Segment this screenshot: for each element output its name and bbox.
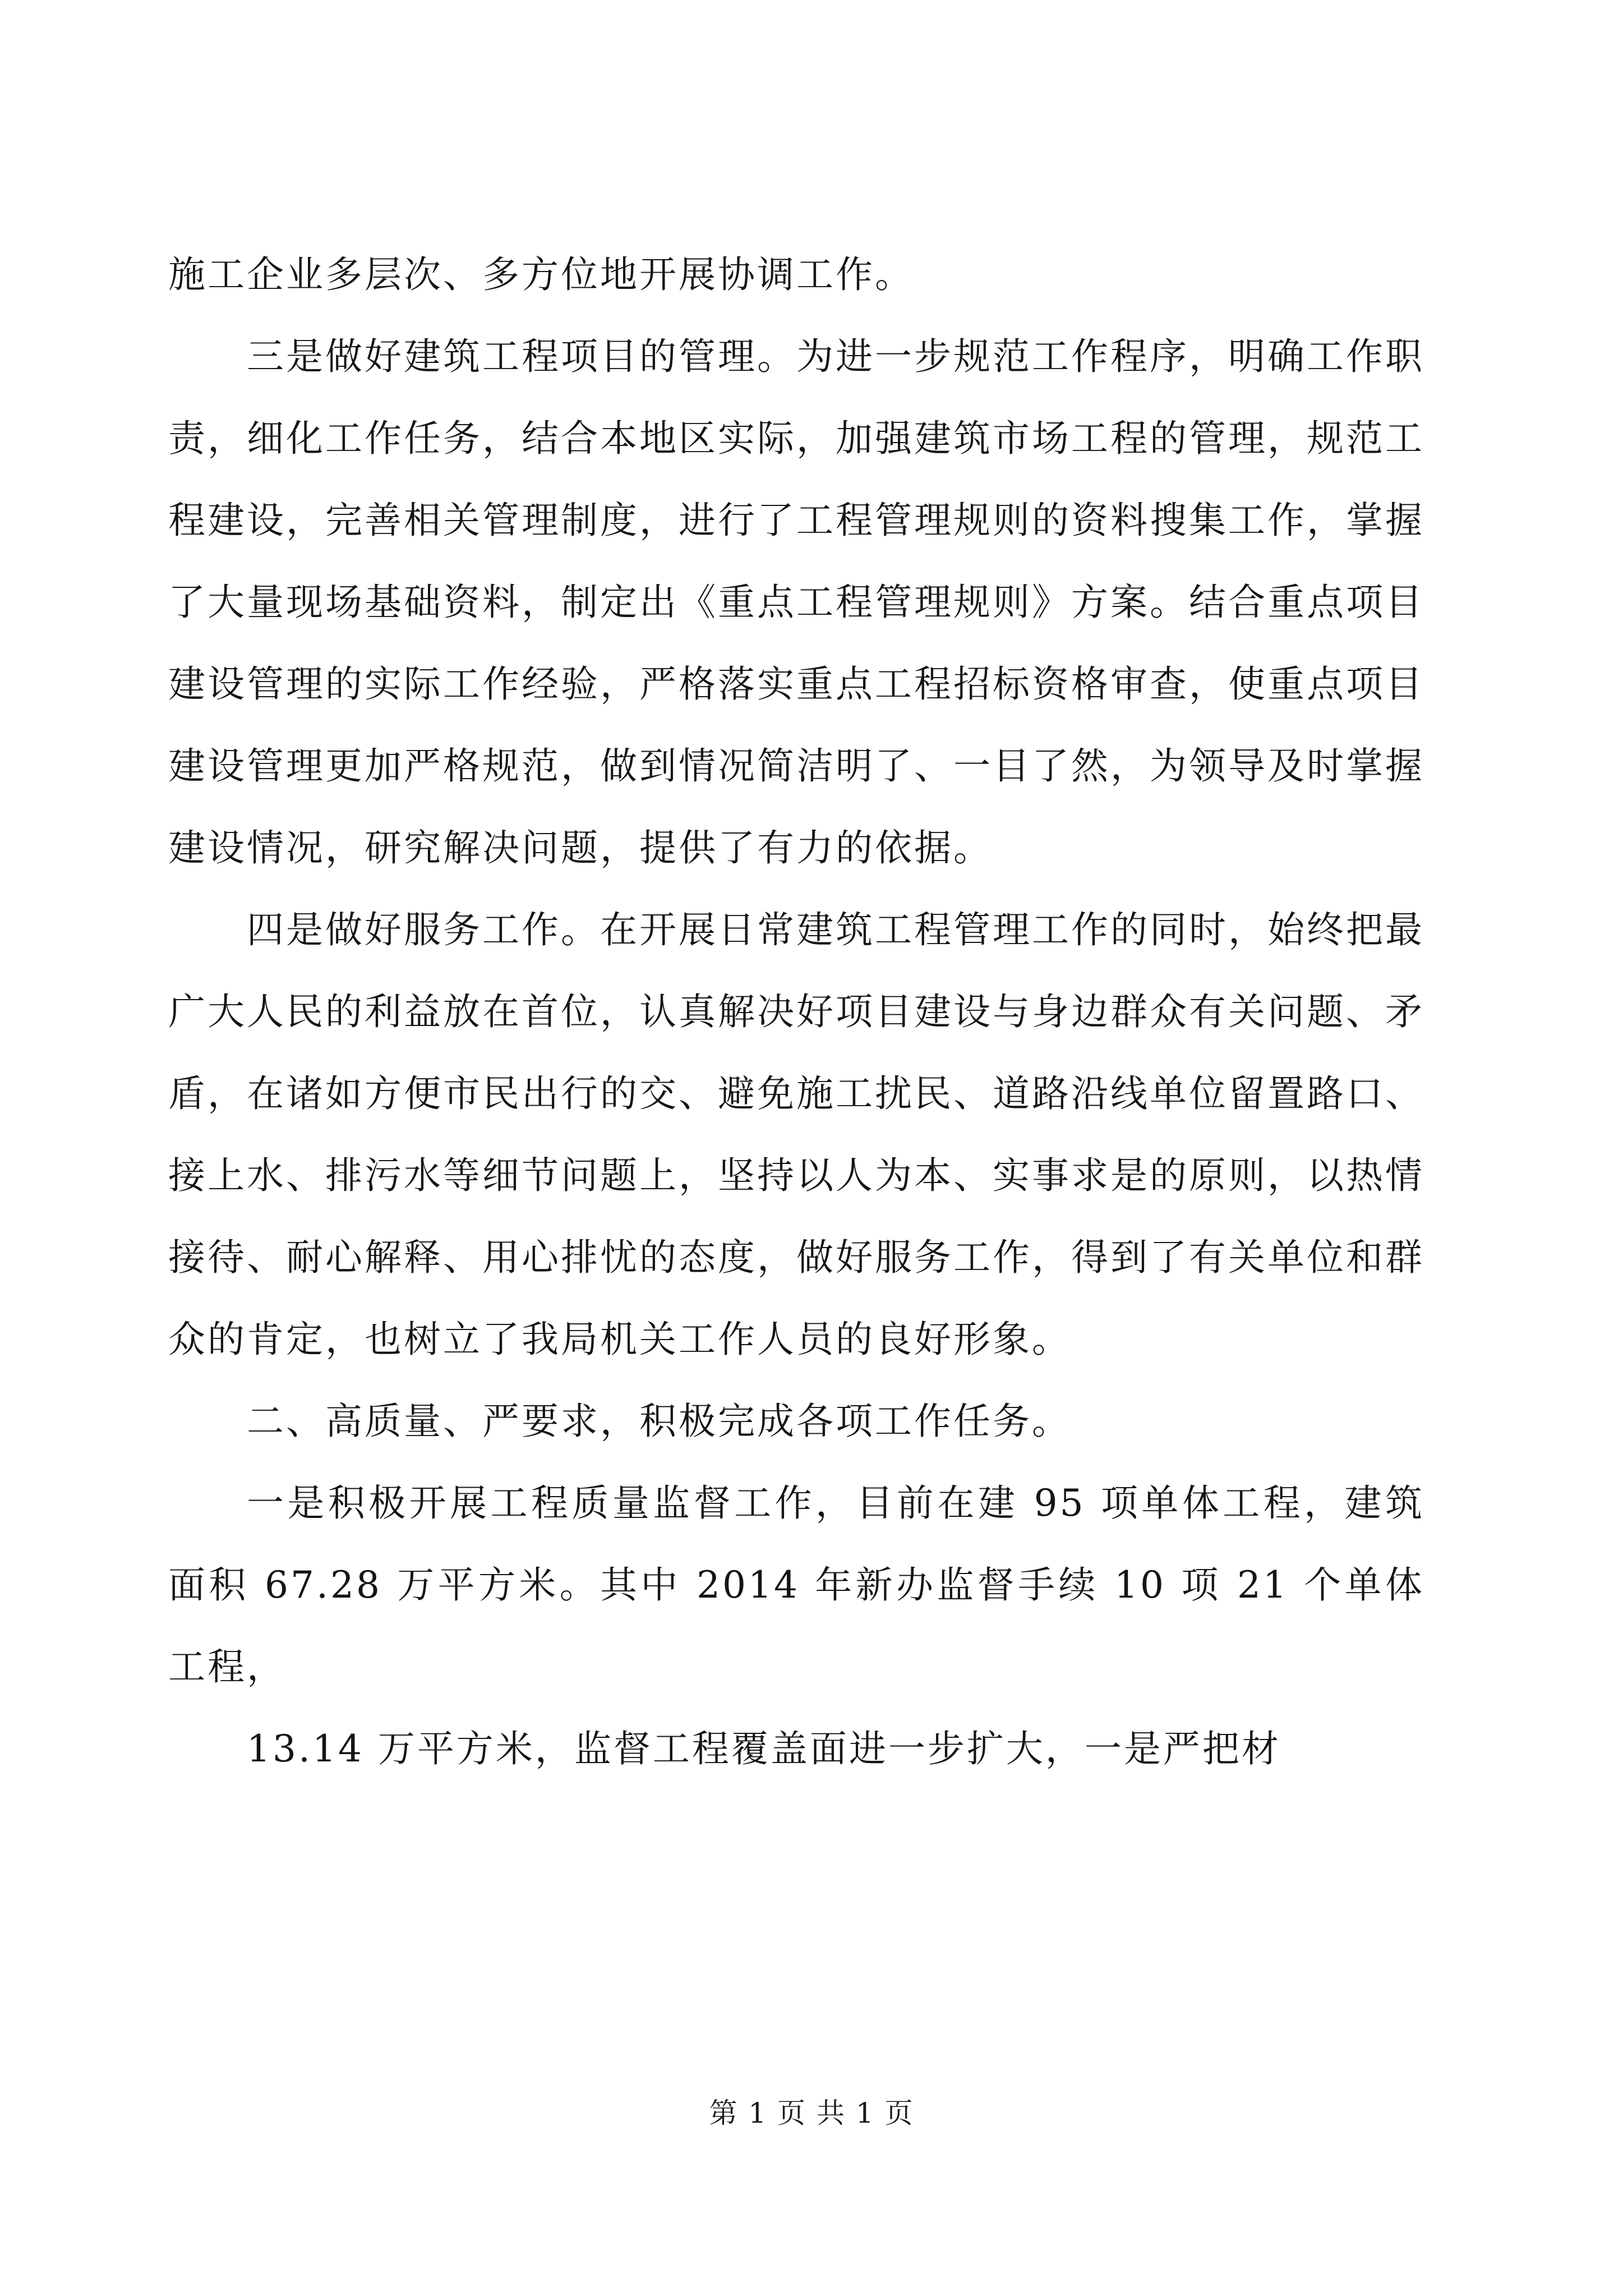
paragraph-quality-supervision: 一是积极开展工程质量监督工作，目前在建 95 项单体工程，建筑面积 67.28 万平方米。其中 2014 年新办监督手续 10 项 21 个单体工程， [168,1481,1424,1688]
paragraph-service-work: 四是做好服务工作。在开展日常建筑工程管理工作的同时，始终把最广大人民的利益放在首位，认真解决好项目建设与身边群众有关问题、矛盾，在诸如方便市民出行的交、避免施工扰民、道路沿线单位留置路口、接上水、排污水等细节问题上，坚持以人为本、实事求是的原则，以热情接待、耐心解释、用心排忧的态度，做好服务工作，得到了有关单位和群众的肯定，也树立了我局机关工作人员的良好形象。 [168,908,1424,1361]
section-heading-tasks: 二、高质量、严要求，积极完成各项工作任务。 [247,1400,1071,1443]
document-body [168,234,1424,1790]
paragraph-continuation: 施工企业多层次、多方位地开展协调工作。 [168,253,914,296]
paragraph-coverage: 13.14 万平方米，监督工程覆盖面进一步扩大，一是严把材 [247,1727,1281,1770]
page-footer: 第 1 页 共 1 页 [709,2097,914,2129]
paragraph-project-management: 三是做好建筑工程项目的管理。为进一步规范工作程序，明确工作职责，细化工作任务，结合本地区实际，加强建筑市场工程的管理，规范工程建设，完善相关管理制度，进行了工程管理规则的资料搜集工作，掌握了大量现场基础资料，制定出《重点工程管理规则》方案。结合重点项目建设管理的实际工作经验，严格落实重点工程招标资格审查，使重点项目建设管理更加严格规范，做到情况简洁明了、一目了然，为领导及时掌握建设情况，研究解决问题，提供了有力的依据。 [168,335,1424,869]
